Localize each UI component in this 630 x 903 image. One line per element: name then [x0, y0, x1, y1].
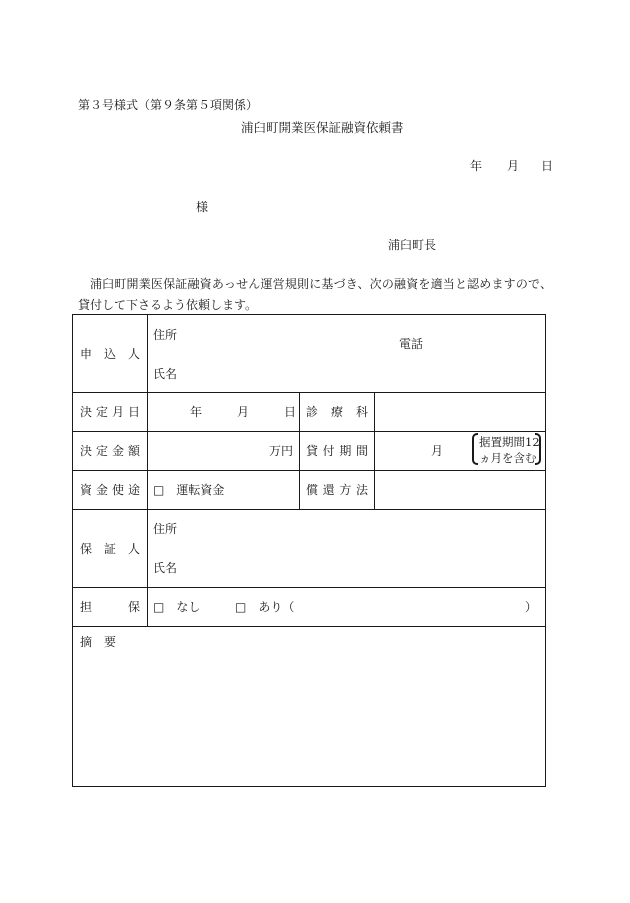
decision-amount-label: 決 定 金 額 [80, 444, 140, 458]
body-text: 浦臼町開業医保証融資あっせん運営規則に基づき、次の融資を適当と認めますので、貸付して下さるよう依頼します。 [78, 277, 552, 312]
applicant-name-label: 氏名 [153, 367, 178, 381]
middle-column-divider [299, 392, 300, 509]
row-divider [73, 470, 545, 471]
guarantor-address-label: 住所 [153, 522, 178, 536]
left-bracket [472, 433, 478, 465]
row-divider [73, 392, 545, 393]
form-number: 第３号様式（第９条第５項関係） [78, 98, 259, 112]
repayment-method-label: 償 還 方 法 [306, 483, 368, 497]
applicant-phone-label: 電話 [399, 337, 424, 351]
label-column-divider [147, 315, 148, 626]
amount-unit-label: 万円 [269, 444, 294, 458]
row-divider [73, 626, 545, 627]
date-year-label: 年 [470, 159, 483, 173]
collateral-exists-checkbox[interactable]: □ あり（ [235, 600, 295, 614]
document-title: 浦臼町開業医保証融資依頼書 [241, 120, 404, 135]
loan-period-label: 貸 付 期 間 [306, 444, 368, 458]
grace-period-note [472, 433, 541, 467]
collateral-label: 担 保 [80, 600, 140, 614]
row-divider [73, 431, 545, 432]
decision-year-label: 年 [190, 405, 203, 419]
operating-funds-checkbox[interactable]: □ 運転資金 [153, 483, 225, 497]
issuer-name: 浦臼町長 [388, 238, 437, 252]
middle-column-divider [374, 392, 375, 509]
applicant-address-label: 住所 [153, 328, 178, 342]
remarks-label: 摘 要 [80, 635, 117, 649]
fund-use-label: 資 金 使 途 [80, 483, 140, 497]
right-bracket [535, 433, 541, 465]
decision-date-label: 決 定 月 日 [80, 405, 140, 419]
date-day-label: 日 [541, 159, 554, 173]
collateral-none-checkbox[interactable]: □ なし [153, 600, 201, 614]
applicant-label: 申 込 人 [80, 347, 140, 361]
guarantor-label: 保 証 人 [80, 542, 140, 556]
guarantor-name-label: 氏名 [153, 561, 178, 575]
form-table [72, 314, 546, 787]
row-divider [73, 587, 545, 588]
grace-period-note-line2: ヵ月を含む [479, 451, 537, 465]
row-divider [73, 509, 545, 510]
department-label: 診 療 科 [306, 405, 368, 419]
collateral-close-paren: ） [525, 600, 538, 614]
decision-day-label: 日 [284, 405, 297, 419]
addressee-honorific: 様 [196, 200, 209, 214]
decision-month-label: 月 [237, 405, 250, 419]
date-month-label: 月 [507, 159, 520, 173]
loan-period-unit-label: 月 [431, 444, 444, 458]
grace-period-note-line1: 据置期間12 [479, 435, 540, 449]
